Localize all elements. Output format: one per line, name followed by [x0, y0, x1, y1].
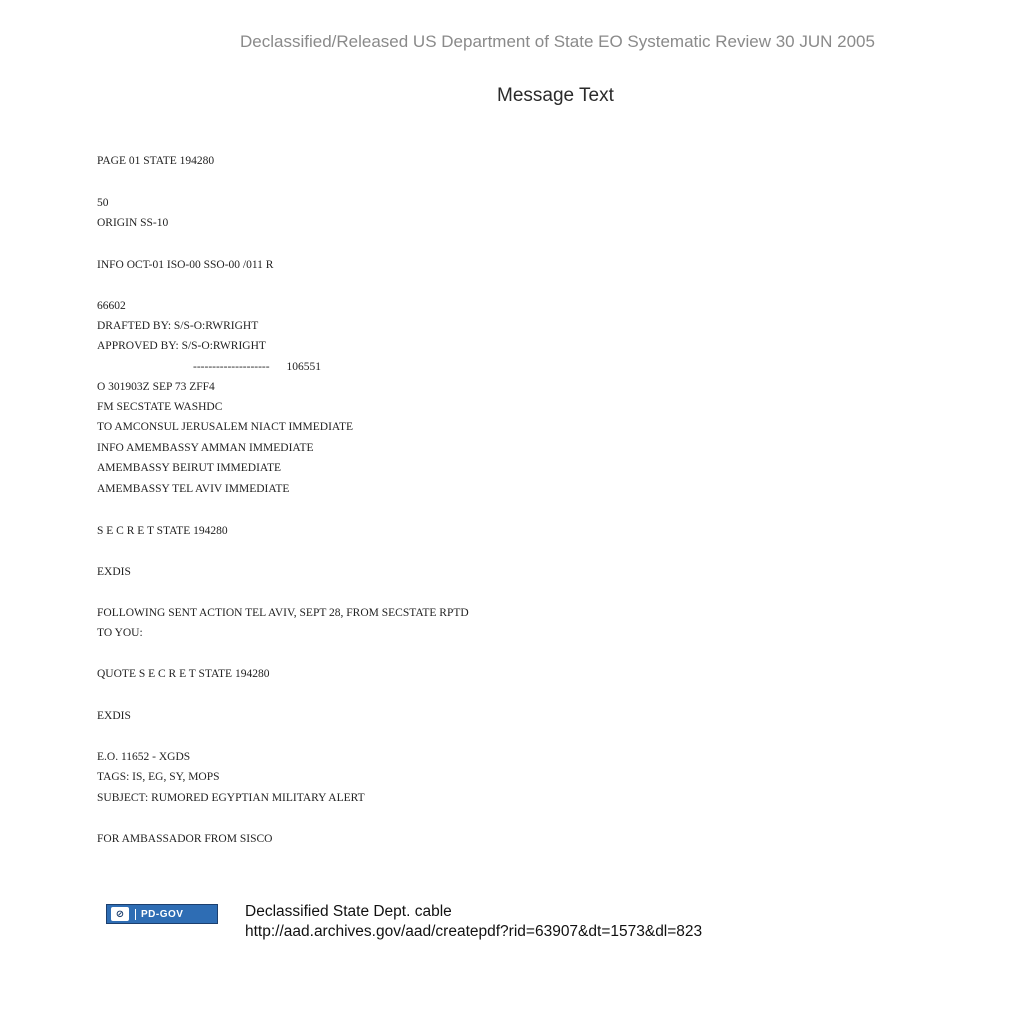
- cable-dashes: --------------------: [193, 361, 270, 373]
- public-domain-icon: ⊘: [111, 907, 129, 921]
- cable-page-line: PAGE 01 STATE 194280: [97, 155, 215, 167]
- cable-tags: TAGS: IS, EG, SY, MOPS: [97, 771, 220, 783]
- footer-caption-block: [245, 902, 702, 942]
- cable-classification: S E C R E T STATE 194280: [97, 525, 228, 537]
- cable-info-amman: INFO AMEMBASSY AMMAN IMMEDIATE: [97, 442, 314, 454]
- declassification-header: Declassified/Released US Department of State EO Systematic Review 30 JUN 2005: [240, 32, 875, 51]
- cable-following-line-2: TO YOU:: [97, 627, 143, 639]
- cable-info: INFO OCT-01 ISO-00 SSO-00 /011 R: [97, 259, 274, 271]
- cable-quote: QUOTE S E C R E T STATE 194280: [97, 668, 270, 680]
- footer-caption: Declassified State Dept. cable: [245, 903, 452, 920]
- cable-drafted-by: DRAFTED BY: S/S-O:RWRIGHT: [97, 320, 259, 332]
- cable-number-66602: 66602: [97, 300, 126, 312]
- cable-eo: E.O. 11652 - XGDS: [97, 751, 191, 763]
- cable-beirut: AMEMBASSY BEIRUT IMMEDIATE: [97, 462, 282, 474]
- pd-gov-badge: [106, 904, 218, 924]
- cable-exdis-2: EXDIS: [97, 710, 131, 722]
- cable-from: FM SECSTATE WASHDC: [97, 401, 223, 413]
- page-title: Message Text: [497, 85, 614, 106]
- cable-origin: ORIGIN SS-10: [97, 217, 169, 229]
- cable-dashes-number: 106551: [286, 361, 321, 373]
- cable-exdis-1: EXDIS: [97, 566, 131, 578]
- cable-number-50: 50: [97, 197, 109, 209]
- cable-dtg: O 301903Z SEP 73 ZFF4: [97, 381, 215, 393]
- pd-gov-label: PD-GOV: [135, 909, 183, 920]
- cable-subject: SUBJECT: RUMORED EGYPTIAN MILITARY ALERT: [97, 792, 365, 804]
- cable-to: TO AMCONSUL JERUSALEM NIACT IMMEDIATE: [97, 421, 353, 433]
- cable-approved-by: APPROVED BY: S/S-O:RWRIGHT: [97, 340, 266, 352]
- footer-url: http://aad.archives.gov/aad/createpdf?rid=63907&dt=1573&dl=823: [245, 923, 703, 940]
- cable-following-line-1: FOLLOWING SENT ACTION TEL AVIV, SEPT 28, FROM SECSTATE RPTD: [97, 607, 469, 619]
- cable-dashes-line: [193, 361, 321, 373]
- cable-for-ambassador: FOR AMBASSADOR FROM SISCO: [97, 833, 273, 845]
- cable-tel-aviv: AMEMBASSY TEL AVIV IMMEDIATE: [97, 483, 290, 495]
